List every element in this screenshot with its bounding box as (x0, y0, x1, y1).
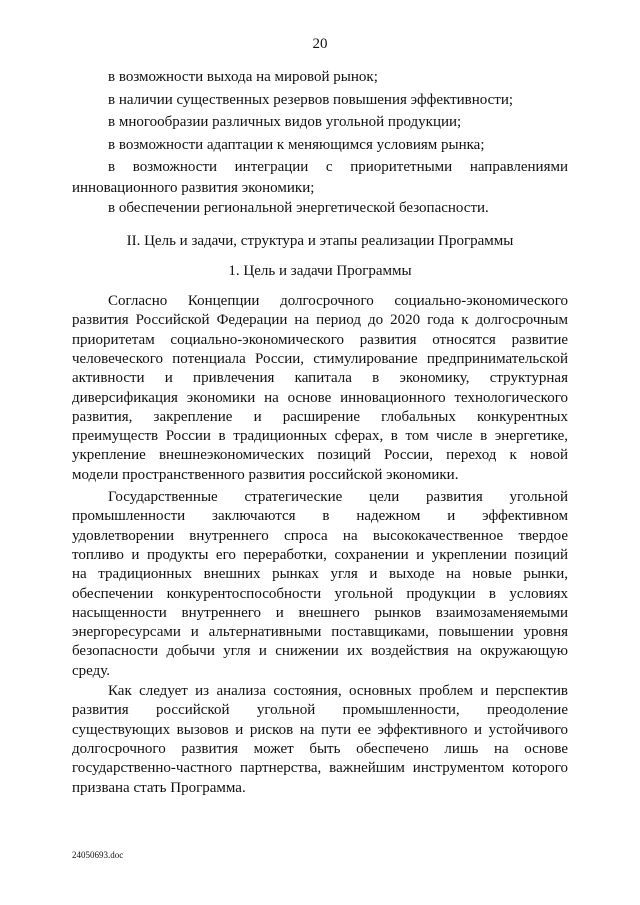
paragraph-line: промышленности заключаются в надежном и эффективном (72, 508, 568, 525)
list-item: в многообразии различных видов угольной продукции; (108, 114, 462, 130)
paragraph-line: государственно-частного партнерства, важнейшим инструментом которого (72, 760, 568, 777)
paragraph-line: долгосрочного развития может быть обеспечено лишь на основе (72, 740, 568, 757)
paragraph-line: Как следует из анализа состояния, основных проблем и перспектив (108, 683, 568, 699)
paragraph-line: развития Российской Федерации на период до 2020 года к долгосрочным (72, 312, 568, 329)
paragraph-line: Государственные стратегические цели развития угольной (108, 489, 568, 505)
paragraph-line: призвана стать Программа. (72, 779, 246, 796)
paragraph-line: человеческого потенциала России, стимулирование предпринимательской (72, 350, 568, 367)
paragraph-line: приоритетам социально-экономического развития относятся развитие (72, 331, 568, 348)
footer-code: 24050693.doc (72, 850, 124, 860)
paragraph-line: модели пространственного развития российской экономики. (72, 466, 459, 483)
paragraph-line: удовлетворении внутреннего спроса на высококачественное твердое (72, 527, 568, 544)
paragraph-line: безопасности добычи угля и снижении их воздействия на окружающую (72, 643, 568, 660)
paragraph-line: насыщенности внутреннего и внешнего рынков взаимозаменяемыми (72, 604, 568, 621)
paragraph-line: развития, закрепление и расширение глобальных конкурентных (72, 408, 568, 425)
subsection-heading: 1. Цель и задачи Программы (228, 263, 412, 279)
paragraph-line: преимуществ России в традиционных сферах, в том числе в энергетике, (72, 428, 568, 445)
list-item: в возможности выхода на мировой рынок; (108, 69, 378, 85)
list-item: в наличии существенных резервов повышения эффективности; (108, 92, 514, 108)
paragraph-line: Согласно Концепции долгосрочного социально-экономического (108, 293, 568, 309)
paragraph-line: диверсификация экономики на основе инновационного технологического (72, 389, 568, 406)
list-item: инновационного развития экономики; (72, 180, 315, 196)
paragraph-line: среду. (72, 662, 110, 679)
list-item: в возможности адаптации к меняющимся условиям рынка; (108, 137, 485, 153)
paragraph-line: обеспечении конкурентоспособности угольной продукции в условиях (72, 585, 568, 602)
paragraph-line: существующих вызовов и рисков на пути ее эффективного и устойчивого (72, 721, 568, 738)
page-number: 20 (312, 36, 328, 52)
paragraph-line: энергоресурсами и альтернативными поставщиками, повышении уровня (72, 624, 568, 641)
list-item: в обеспечении региональной энергетической безопасности. (108, 200, 489, 216)
section-heading: II. Цель и задачи, структура и этапы реализации Программы (126, 233, 514, 249)
list-item: в возможности интеграции с приоритетными направлениями (108, 159, 568, 175)
paragraph-line: топливо и продукты его переработки, сохранении и укреплении позиций (72, 546, 568, 563)
paragraph-line: на традиционных внешних рынках угля и выходе на новые рынки, (72, 566, 568, 583)
paragraph-line: развития российской угольной промышленности, преодоление (72, 702, 568, 719)
paragraph-line: укрепление внешнеэкономических позиций России, переход к новой (72, 447, 568, 464)
paragraph-line: активности и привлечения капитала в экономику, структурная (72, 370, 568, 387)
